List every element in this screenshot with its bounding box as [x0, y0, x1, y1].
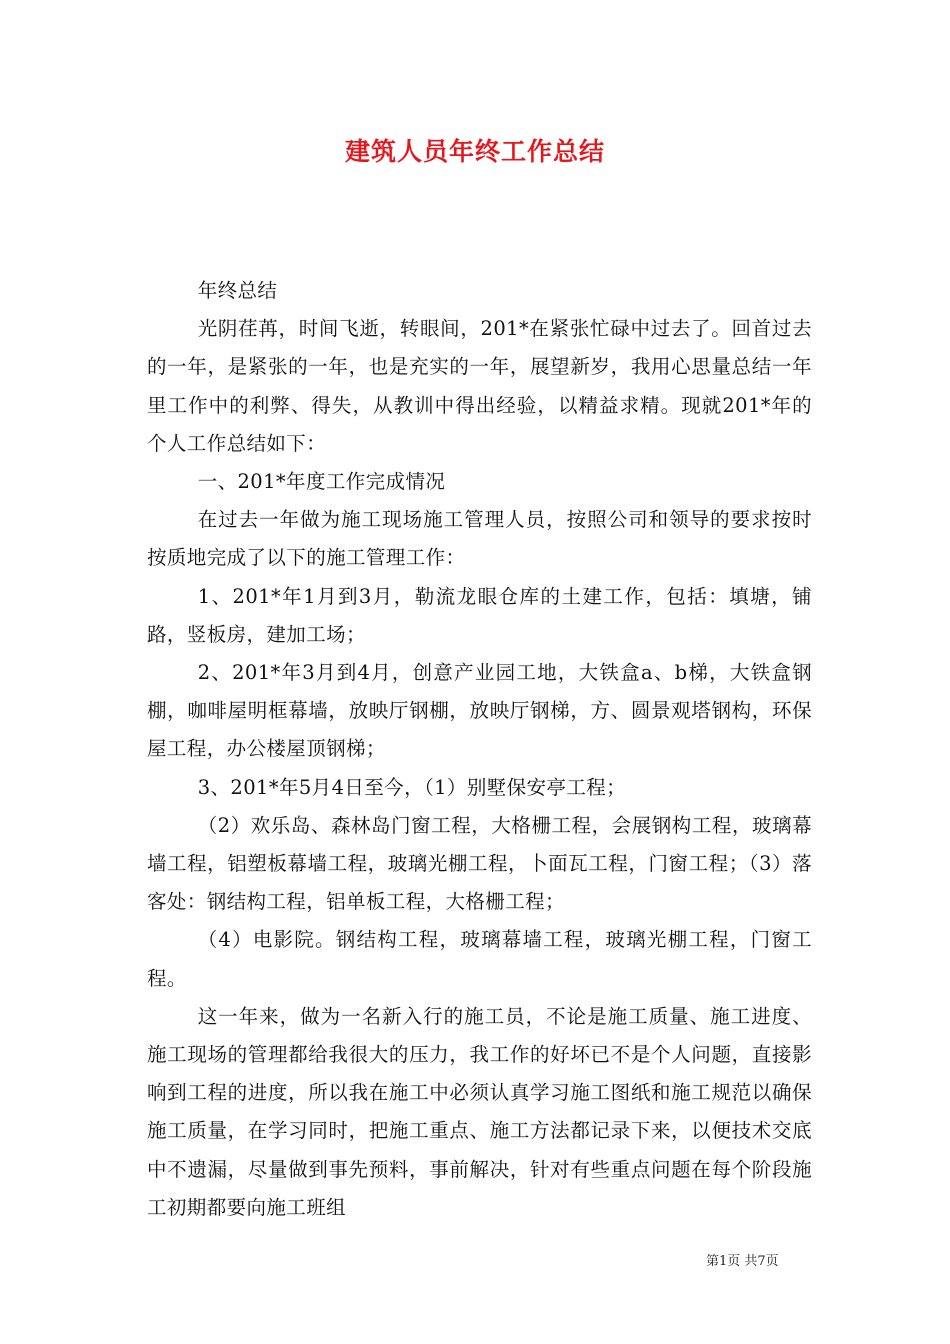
list-item: 3、201*年5月4日至今，（1）别墅保安亭工程； [197, 775, 627, 799]
list-item: 1、201*年1月到3月，勒流龙眼仓库的土建工作，包括：填塘，铺路，竖板房，建加工场； [147, 584, 812, 646]
paragraph: 在过去一年做为施工现场施工管理人员，按照公司和领导的要求按时按质地完成了以下的施工管理工作： [147, 508, 812, 570]
page-number: 第1页 共7页 [706, 1254, 779, 1269]
list-item: （2）欢乐岛、森林岛门窗工程，大格栅工程，会展钢构工程，玻璃幕墙工程，铝塑板幕墙工程，玻璃光棚工程，卜面瓦工程，门窗工程；（3）落客处：钢结构工程，铝单板工程，大格栅工程； [147, 813, 812, 914]
paragraph-heading: 年终总结 [197, 279, 278, 302]
document-title: 建筑人员年终工作总结 [344, 137, 605, 166]
paragraph-intro: 光阴荏苒，时间飞逝，转眼间，201*在紧张忙碌中过去了。回首过去的一年，是紧张的一年，也是充实的一年，展望新岁，我用心思量总结一年里工作中的利弊、得失，从教训中得出经验，以精益求精。现就201*年的个人工作总结如下： [147, 317, 812, 455]
section-heading: 一、201*年度工作完成情况 [197, 470, 446, 494]
list-item: （4）电影院。钢结构工程，玻璃幕墙工程，玻璃光棚工程，门窗工程。 [147, 928, 812, 990]
paragraph: 这一年来，做为一名新入行的施工员，不论是施工质量、施工进度、施工现场的管理都给我很大的压力，我工作的好坏已不是个人问题，直接影响到工程的进度，所以我在施工中必须认真学习施工图纸和施工规范以确保施工质量，在学习同时，把施工重点、施工方法都记录下来，以便技术交底中不遗漏，尽量做到事先预料，事前解决，针对有些重点问题在每个阶段施工初期都要向施工班组 [147, 1004, 812, 1219]
document-body [147, 272, 812, 1227]
list-item: 2、201*年3月到4月，创意产业园工地，大铁盒a、b梯，大铁盒钢棚，咖啡屋明框幕墙，放映厅钢棚，放映厅钢梯，方、圆景观塔钢构，环保屋工程，办公楼屋顶钢梯； [147, 661, 812, 761]
